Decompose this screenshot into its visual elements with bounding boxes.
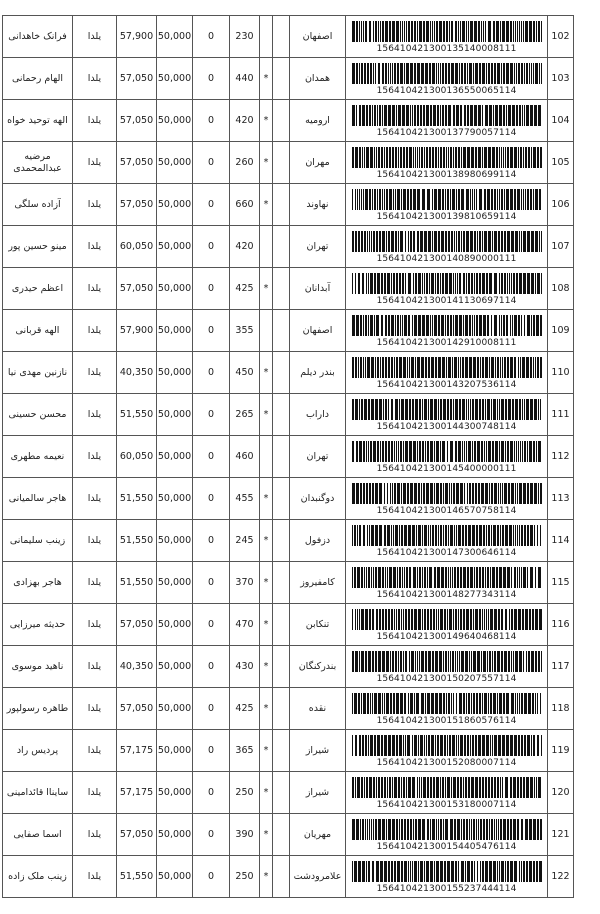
base-amount: 50,000 xyxy=(157,562,193,604)
flag-cell: * xyxy=(260,730,273,772)
row-number: 118 xyxy=(548,688,574,730)
total-amount: 51,550 xyxy=(117,478,157,520)
code-cell: 420 xyxy=(230,226,260,268)
recipient-name: نازنین مهدی نیا xyxy=(3,352,73,394)
blank-cell xyxy=(273,394,290,436)
flag-cell: * xyxy=(260,268,273,310)
tracking-number: 156410421300155237444114 xyxy=(376,884,517,894)
base-amount: 50,000 xyxy=(157,310,193,352)
table-row xyxy=(3,646,574,688)
table-row xyxy=(3,814,574,856)
recipient-name: الهه قربانی xyxy=(3,310,73,352)
type-cell: یلدا xyxy=(73,436,117,478)
base-amount: 50,000 xyxy=(157,100,193,142)
recipient-name: پردیس راد xyxy=(3,730,73,772)
blank-cell xyxy=(273,772,290,814)
tracking-number: 156410421300148277343114 xyxy=(376,590,517,600)
base-amount: 50,000 xyxy=(157,58,193,100)
tracking-number: 156410421300141130697114 xyxy=(376,296,517,306)
row-number: 106 xyxy=(548,184,574,226)
row-number: 112 xyxy=(548,436,574,478)
flag-cell xyxy=(260,310,273,352)
barcode-icon xyxy=(352,567,542,588)
city-cell: شیراز xyxy=(290,730,346,772)
base-amount: 50,000 xyxy=(157,772,193,814)
table-row xyxy=(3,16,574,58)
row-number: 119 xyxy=(548,730,574,772)
zero-cell: 0 xyxy=(193,688,230,730)
recipient-name: هاجر سالمیانی xyxy=(3,478,73,520)
total-amount: 57,050 xyxy=(117,814,157,856)
type-cell: یلدا xyxy=(73,268,117,310)
blank-cell xyxy=(273,604,290,646)
flag-cell: * xyxy=(260,604,273,646)
flag-cell: * xyxy=(260,100,273,142)
code-cell: 420 xyxy=(230,100,260,142)
row-number: 103 xyxy=(548,58,574,100)
type-cell: یلدا xyxy=(73,730,117,772)
row-number: 107 xyxy=(548,226,574,268)
flag-cell: * xyxy=(260,646,273,688)
total-amount: 60,050 xyxy=(117,436,157,478)
blank-cell xyxy=(273,142,290,184)
total-amount: 57,050 xyxy=(117,268,157,310)
table-body xyxy=(3,16,574,898)
recipient-name: فرانک خاهدانی xyxy=(3,16,73,58)
barcode-icon xyxy=(352,609,542,630)
tracking-number: 156410421300154405476114 xyxy=(376,842,517,852)
city-cell: دزفول xyxy=(290,520,346,562)
type-cell: یلدا xyxy=(73,184,117,226)
table-row xyxy=(3,352,574,394)
city-cell: مهران xyxy=(290,142,346,184)
barcode-cell xyxy=(346,268,548,310)
total-amount: 40,350 xyxy=(117,646,157,688)
barcode-icon xyxy=(352,63,542,84)
table-row xyxy=(3,562,574,604)
recipient-name: حدیثه میرزایی xyxy=(3,604,73,646)
code-cell: 390 xyxy=(230,814,260,856)
type-cell: یلدا xyxy=(73,226,117,268)
zero-cell: 0 xyxy=(193,310,230,352)
tracking-number: 156410421300146570758114 xyxy=(376,506,517,516)
flag-cell: * xyxy=(260,856,273,898)
flag-cell: * xyxy=(260,142,273,184)
recipient-name: محسن حسینی xyxy=(3,394,73,436)
table-row xyxy=(3,142,574,184)
base-amount: 50,000 xyxy=(157,142,193,184)
type-cell: یلدا xyxy=(73,100,117,142)
base-amount: 50,000 xyxy=(157,436,193,478)
barcode-cell xyxy=(346,184,548,226)
type-cell: یلدا xyxy=(73,562,117,604)
row-number: 110 xyxy=(548,352,574,394)
blank-cell xyxy=(273,520,290,562)
barcode-cell xyxy=(346,772,548,814)
code-cell: 250 xyxy=(230,856,260,898)
city-cell: نهاوند xyxy=(290,184,346,226)
zero-cell: 0 xyxy=(193,100,230,142)
total-amount: 57,175 xyxy=(117,730,157,772)
type-cell: یلدا xyxy=(73,520,117,562)
barcode-icon xyxy=(352,231,542,252)
barcode-icon xyxy=(352,483,542,504)
city-cell: دوگنبدان xyxy=(290,478,346,520)
recipient-name: سایناا قائدامینی xyxy=(3,772,73,814)
table-row xyxy=(3,100,574,142)
type-cell: یلدا xyxy=(73,814,117,856)
table-row xyxy=(3,268,574,310)
flag-cell xyxy=(260,16,273,58)
table-row xyxy=(3,772,574,814)
code-cell: 250 xyxy=(230,772,260,814)
blank-cell xyxy=(273,856,290,898)
barcode-icon xyxy=(352,819,542,840)
barcode-cell xyxy=(346,58,548,100)
code-cell: 425 xyxy=(230,688,260,730)
city-cell: داراب xyxy=(290,394,346,436)
recipient-name: الهام رحمانی xyxy=(3,58,73,100)
blank-cell xyxy=(273,730,290,772)
barcode-cell xyxy=(346,730,548,772)
city-cell: کامفیروز xyxy=(290,562,346,604)
row-number: 109 xyxy=(548,310,574,352)
flag-cell: * xyxy=(260,688,273,730)
tracking-number: 156410421300149640468114 xyxy=(376,632,517,642)
city-cell: تهران xyxy=(290,226,346,268)
barcode-cell xyxy=(346,646,548,688)
blank-cell xyxy=(273,16,290,58)
barcode-cell xyxy=(346,562,548,604)
row-number: 105 xyxy=(548,142,574,184)
flag-cell: * xyxy=(260,58,273,100)
zero-cell: 0 xyxy=(193,184,230,226)
total-amount: 51,550 xyxy=(117,394,157,436)
total-amount: 40,350 xyxy=(117,352,157,394)
barcode-icon xyxy=(352,525,542,546)
total-amount: 57,900 xyxy=(117,16,157,58)
code-cell: 440 xyxy=(230,58,260,100)
zero-cell: 0 xyxy=(193,562,230,604)
total-amount: 57,050 xyxy=(117,184,157,226)
table-row xyxy=(3,478,574,520)
zero-cell: 0 xyxy=(193,646,230,688)
city-cell: مهریان xyxy=(290,814,346,856)
row-number: 121 xyxy=(548,814,574,856)
code-cell: 365 xyxy=(230,730,260,772)
total-amount: 57,050 xyxy=(117,142,157,184)
barcode-icon xyxy=(352,735,542,756)
barcode-icon xyxy=(352,441,542,462)
total-amount: 60,050 xyxy=(117,226,157,268)
total-amount: 57,050 xyxy=(117,100,157,142)
table-row xyxy=(3,856,574,898)
base-amount: 50,000 xyxy=(157,352,193,394)
city-cell: علامرودشت xyxy=(290,856,346,898)
zero-cell: 0 xyxy=(193,856,230,898)
barcode-icon xyxy=(352,315,542,336)
tracking-number: 156410421300143207536114 xyxy=(376,380,517,390)
total-amount: 57,050 xyxy=(117,688,157,730)
blank-cell xyxy=(273,688,290,730)
total-amount: 57,050 xyxy=(117,604,157,646)
flag-cell: * xyxy=(260,562,273,604)
barcode-icon xyxy=(352,105,542,126)
row-number: 116 xyxy=(548,604,574,646)
flag-cell: * xyxy=(260,352,273,394)
barcode-cell xyxy=(346,604,548,646)
row-number: 108 xyxy=(548,268,574,310)
blank-cell xyxy=(273,184,290,226)
code-cell: 460 xyxy=(230,436,260,478)
base-amount: 50,000 xyxy=(157,730,193,772)
zero-cell: 0 xyxy=(193,436,230,478)
tracking-number: 156410421300138980699114 xyxy=(376,170,517,180)
table-row xyxy=(3,604,574,646)
blank-cell xyxy=(273,478,290,520)
flag-cell: * xyxy=(260,478,273,520)
recipient-name: اعظم حیدری xyxy=(3,268,73,310)
zero-cell: 0 xyxy=(193,772,230,814)
code-cell: 430 xyxy=(230,646,260,688)
type-cell: یلدا xyxy=(73,58,117,100)
row-number: 102 xyxy=(548,16,574,58)
blank-cell xyxy=(273,310,290,352)
barcode-cell xyxy=(346,142,548,184)
type-cell: یلدا xyxy=(73,16,117,58)
city-cell: نقده xyxy=(290,688,346,730)
blank-cell xyxy=(273,100,290,142)
zero-cell: 0 xyxy=(193,352,230,394)
zero-cell: 0 xyxy=(193,226,230,268)
tracking-number: 156410421300151860576114 xyxy=(376,716,517,726)
code-cell: 370 xyxy=(230,562,260,604)
zero-cell: 0 xyxy=(193,142,230,184)
tracking-number: 156410421300150207557114 xyxy=(376,674,517,684)
type-cell: یلدا xyxy=(73,352,117,394)
blank-cell xyxy=(273,814,290,856)
base-amount: 50,000 xyxy=(157,814,193,856)
base-amount: 50,000 xyxy=(157,478,193,520)
recipient-name: زینب ملک زاده xyxy=(3,856,73,898)
blank-cell xyxy=(273,562,290,604)
barcode-icon xyxy=(352,651,542,672)
base-amount: 50,000 xyxy=(157,856,193,898)
tracking-number: 156410421300142910008111 xyxy=(376,338,517,348)
flag-cell: * xyxy=(260,772,273,814)
shipment-table xyxy=(2,15,574,898)
row-number: 117 xyxy=(548,646,574,688)
base-amount: 50,000 xyxy=(157,16,193,58)
recipient-name: آزاده سلگی xyxy=(3,184,73,226)
total-amount: 51,550 xyxy=(117,856,157,898)
recipient-name: الهه توحید خواه xyxy=(3,100,73,142)
blank-cell xyxy=(273,436,290,478)
blank-cell xyxy=(273,268,290,310)
code-cell: 450 xyxy=(230,352,260,394)
barcode-icon xyxy=(352,147,542,168)
table-row xyxy=(3,730,574,772)
code-cell: 260 xyxy=(230,142,260,184)
total-amount: 57,900 xyxy=(117,310,157,352)
city-cell: اصفهان xyxy=(290,310,346,352)
blank-cell xyxy=(273,58,290,100)
zero-cell: 0 xyxy=(193,58,230,100)
code-cell: 245 xyxy=(230,520,260,562)
table-row xyxy=(3,520,574,562)
table-row xyxy=(3,226,574,268)
type-cell: یلدا xyxy=(73,688,117,730)
city-cell: شیراز xyxy=(290,772,346,814)
barcode-icon xyxy=(352,861,542,882)
city-cell: تنکابن xyxy=(290,604,346,646)
base-amount: 50,000 xyxy=(157,268,193,310)
tracking-number: 156410421300137790057114 xyxy=(376,128,517,138)
base-amount: 50,000 xyxy=(157,604,193,646)
row-number: 104 xyxy=(548,100,574,142)
recipient-name: ناهید موسوی xyxy=(3,646,73,688)
tracking-number: 156410421300152080007114 xyxy=(376,758,517,768)
table-row xyxy=(3,310,574,352)
city-cell: بندرکنگان xyxy=(290,646,346,688)
tracking-number: 156410421300139810659114 xyxy=(376,212,517,222)
row-number: 122 xyxy=(548,856,574,898)
tracking-number: 156410421300144300748114 xyxy=(376,422,517,432)
recipient-name: زینب سلیمانی xyxy=(3,520,73,562)
code-cell: 265 xyxy=(230,394,260,436)
barcode-icon xyxy=(352,357,542,378)
city-cell: تهران xyxy=(290,436,346,478)
flag-cell: * xyxy=(260,394,273,436)
base-amount: 50,000 xyxy=(157,184,193,226)
table-row xyxy=(3,436,574,478)
tracking-number: 156410421300153180007114 xyxy=(376,800,517,810)
recipient-name: مینو حسین پور xyxy=(3,226,73,268)
zero-cell: 0 xyxy=(193,268,230,310)
total-amount: 51,550 xyxy=(117,562,157,604)
barcode-cell xyxy=(346,310,548,352)
barcode-cell xyxy=(346,394,548,436)
table-row xyxy=(3,688,574,730)
code-cell: 355 xyxy=(230,310,260,352)
zero-cell: 0 xyxy=(193,520,230,562)
city-cell: همدان xyxy=(290,58,346,100)
base-amount: 50,000 xyxy=(157,520,193,562)
barcode-cell xyxy=(346,478,548,520)
flag-cell xyxy=(260,226,273,268)
type-cell: یلدا xyxy=(73,772,117,814)
type-cell: یلدا xyxy=(73,646,117,688)
type-cell: یلدا xyxy=(73,478,117,520)
city-cell: اصفهان xyxy=(290,16,346,58)
barcode-icon xyxy=(352,273,542,294)
city-cell: آبدانان xyxy=(290,268,346,310)
base-amount: 50,000 xyxy=(157,646,193,688)
table-row xyxy=(3,58,574,100)
barcode-icon xyxy=(352,777,542,798)
row-number: 115 xyxy=(548,562,574,604)
barcode-cell xyxy=(346,226,548,268)
recipient-name: طاهره رسولپور xyxy=(3,688,73,730)
base-amount: 50,000 xyxy=(157,226,193,268)
recipient-name: اسما صفایی xyxy=(3,814,73,856)
city-cell: بندر دیلم xyxy=(290,352,346,394)
type-cell: یلدا xyxy=(73,142,117,184)
blank-cell xyxy=(273,646,290,688)
total-amount: 57,050 xyxy=(117,58,157,100)
flag-cell: * xyxy=(260,520,273,562)
zero-cell: 0 xyxy=(193,478,230,520)
table-row xyxy=(3,394,574,436)
tracking-number: 156410421300145400000111 xyxy=(376,464,517,474)
zero-cell: 0 xyxy=(193,16,230,58)
city-cell: ارومیه xyxy=(290,100,346,142)
code-cell: 660 xyxy=(230,184,260,226)
total-amount: 51,550 xyxy=(117,520,157,562)
code-cell: 230 xyxy=(230,16,260,58)
base-amount: 50,000 xyxy=(157,688,193,730)
table-row xyxy=(3,184,574,226)
row-number: 114 xyxy=(548,520,574,562)
recipient-name: مرضیه عبدالمحمدی xyxy=(3,142,73,184)
barcode-cell xyxy=(346,100,548,142)
tracking-number: 156410421300135140008111 xyxy=(376,44,517,54)
recipient-name: هاجر بهزادی xyxy=(3,562,73,604)
flag-cell: * xyxy=(260,814,273,856)
recipient-name: نعیمه مطهری xyxy=(3,436,73,478)
tracking-number: 156410421300147300646114 xyxy=(376,548,517,558)
barcode-cell xyxy=(346,16,548,58)
barcode-icon xyxy=(352,21,542,42)
type-cell: یلدا xyxy=(73,310,117,352)
zero-cell: 0 xyxy=(193,814,230,856)
row-number: 113 xyxy=(548,478,574,520)
type-cell: یلدا xyxy=(73,856,117,898)
barcode-icon xyxy=(352,399,542,420)
barcode-cell xyxy=(346,352,548,394)
total-amount: 57,175 xyxy=(117,772,157,814)
type-cell: یلدا xyxy=(73,394,117,436)
type-cell: یلدا xyxy=(73,604,117,646)
zero-cell: 0 xyxy=(193,730,230,772)
code-cell: 425 xyxy=(230,268,260,310)
barcode-cell xyxy=(346,520,548,562)
barcode-icon xyxy=(352,189,542,210)
blank-cell xyxy=(273,226,290,268)
flag-cell: * xyxy=(260,184,273,226)
flag-cell xyxy=(260,436,273,478)
row-number: 111 xyxy=(548,394,574,436)
barcode-cell xyxy=(346,814,548,856)
blank-cell xyxy=(273,352,290,394)
zero-cell: 0 xyxy=(193,394,230,436)
tracking-number: 156410421300136550065114 xyxy=(376,86,517,96)
barcode-cell xyxy=(346,856,548,898)
zero-cell: 0 xyxy=(193,604,230,646)
base-amount: 50,000 xyxy=(157,394,193,436)
barcode-cell xyxy=(346,436,548,478)
tracking-number: 156410421300140890000111 xyxy=(376,254,517,264)
row-number: 120 xyxy=(548,772,574,814)
barcode-cell xyxy=(346,688,548,730)
code-cell: 470 xyxy=(230,604,260,646)
code-cell: 455 xyxy=(230,478,260,520)
barcode-icon xyxy=(352,693,542,714)
